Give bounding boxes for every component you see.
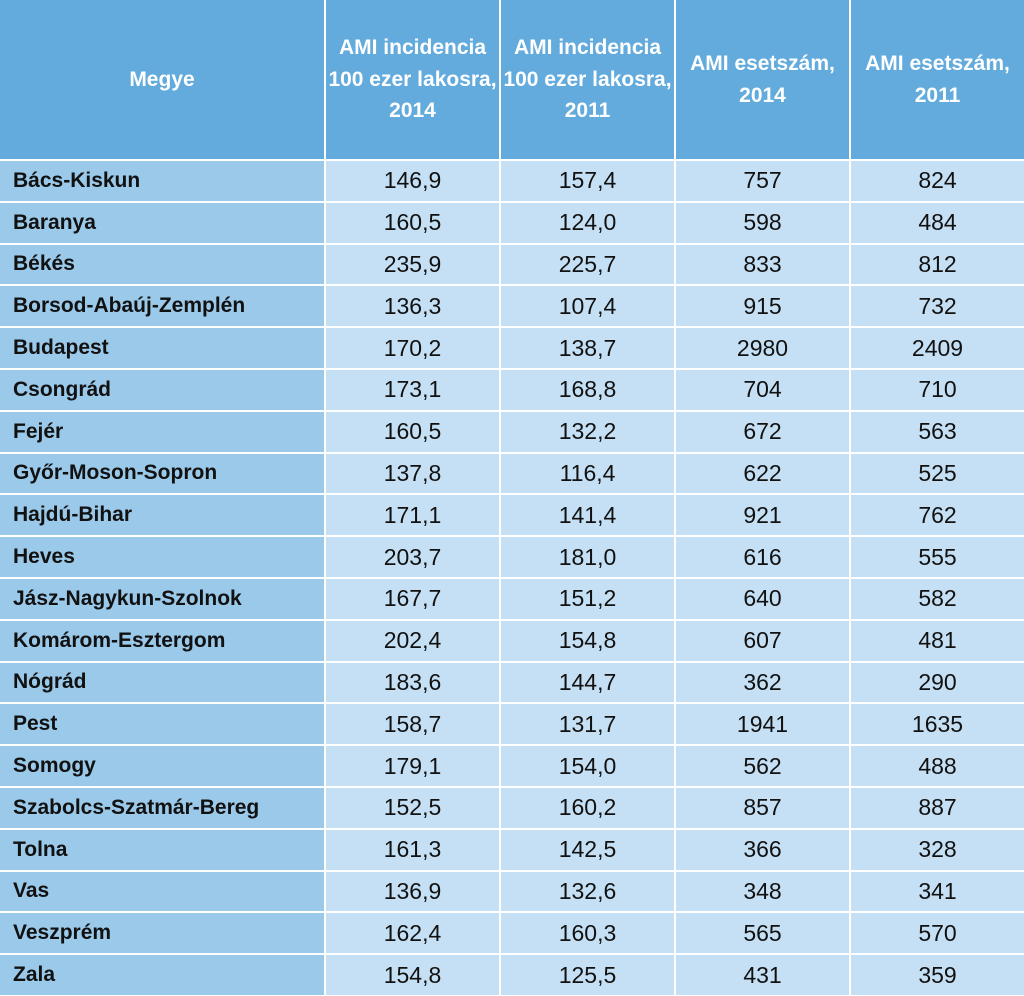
cases-2011-cell: 887 [850, 787, 1024, 829]
cases-2011-cell: 341 [850, 871, 1024, 913]
incidence-2014-cell: 202,4 [325, 620, 500, 662]
incidence-2014-cell: 167,7 [325, 578, 500, 620]
incidence-2014-cell: 160,5 [325, 202, 500, 244]
table-row [0, 244, 1024, 286]
cases-2014-cell: 362 [675, 662, 850, 704]
county-name-cell: Somogy [0, 745, 325, 787]
incidence-2011-cell: 144,7 [500, 662, 675, 704]
table-row [0, 703, 1024, 745]
header-cases-2014: AMI esetszám, 2014 [675, 0, 850, 160]
table-row [0, 453, 1024, 495]
cases-2011-cell: 328 [850, 829, 1024, 871]
county-name-cell: Fejér [0, 411, 325, 453]
incidence-2014-cell: 171,1 [325, 494, 500, 536]
cases-2011-cell: 290 [850, 662, 1024, 704]
incidence-2014-cell: 162,4 [325, 912, 500, 954]
table-row [0, 662, 1024, 704]
county-name-cell: Baranya [0, 202, 325, 244]
cases-2011-cell: 359 [850, 954, 1024, 995]
cases-2011-cell: 481 [850, 620, 1024, 662]
incidence-2011-cell: 160,3 [500, 912, 675, 954]
incidence-2011-cell: 125,5 [500, 954, 675, 995]
table-row [0, 829, 1024, 871]
table-row [0, 787, 1024, 829]
incidence-2011-cell: 124,0 [500, 202, 675, 244]
incidence-2014-cell: 160,5 [325, 411, 500, 453]
incidence-2011-cell: 116,4 [500, 453, 675, 495]
incidence-2014-cell: 179,1 [325, 745, 500, 787]
cases-2011-cell: 732 [850, 285, 1024, 327]
cases-2014-cell: 616 [675, 536, 850, 578]
table-row [0, 578, 1024, 620]
header-row [0, 0, 1024, 160]
cases-2014-cell: 622 [675, 453, 850, 495]
incidence-2014-cell: 170,2 [325, 327, 500, 369]
incidence-2014-cell: 152,5 [325, 787, 500, 829]
incidence-2011-cell: 132,2 [500, 411, 675, 453]
incidence-2014-cell: 137,8 [325, 453, 500, 495]
incidence-2011-cell: 132,6 [500, 871, 675, 913]
table-body [0, 160, 1024, 995]
county-name-cell: Hajdú-Bihar [0, 494, 325, 536]
incidence-2014-cell: 154,8 [325, 954, 500, 995]
table-row [0, 536, 1024, 578]
county-name-cell: Heves [0, 536, 325, 578]
cases-2011-cell: 824 [850, 160, 1024, 202]
incidence-2011-cell: 131,7 [500, 703, 675, 745]
table-row [0, 327, 1024, 369]
county-name-cell: Zala [0, 954, 325, 995]
county-name-cell: Komárom-Esztergom [0, 620, 325, 662]
cases-2014-cell: 833 [675, 244, 850, 286]
header-county: Megye [0, 0, 325, 160]
cases-2014-cell: 640 [675, 578, 850, 620]
county-name-cell: Békés [0, 244, 325, 286]
table-row [0, 285, 1024, 327]
incidence-2011-cell: 157,4 [500, 160, 675, 202]
county-name-cell: Budapest [0, 327, 325, 369]
incidence-2011-cell: 168,8 [500, 369, 675, 411]
table-row [0, 745, 1024, 787]
table-row [0, 871, 1024, 913]
cases-2014-cell: 757 [675, 160, 850, 202]
county-name-cell: Jász-Nagykun-Szolnok [0, 578, 325, 620]
incidence-2014-cell: 173,1 [325, 369, 500, 411]
county-name-cell: Csongrád [0, 369, 325, 411]
table-row [0, 912, 1024, 954]
cases-2014-cell: 565 [675, 912, 850, 954]
cases-2011-cell: 555 [850, 536, 1024, 578]
county-name-cell: Vas [0, 871, 325, 913]
table-row [0, 494, 1024, 536]
cases-2011-cell: 1635 [850, 703, 1024, 745]
incidence-2011-cell: 181,0 [500, 536, 675, 578]
cases-2014-cell: 607 [675, 620, 850, 662]
cases-2014-cell: 704 [675, 369, 850, 411]
county-name-cell: Veszprém [0, 912, 325, 954]
table-row [0, 160, 1024, 202]
table-row [0, 369, 1024, 411]
cases-2014-cell: 562 [675, 745, 850, 787]
cases-2011-cell: 570 [850, 912, 1024, 954]
incidence-2014-cell: 146,9 [325, 160, 500, 202]
table-row [0, 202, 1024, 244]
incidence-2011-cell: 151,2 [500, 578, 675, 620]
county-name-cell: Bács-Kiskun [0, 160, 325, 202]
cases-2014-cell: 857 [675, 787, 850, 829]
table-row [0, 620, 1024, 662]
cases-2014-cell: 672 [675, 411, 850, 453]
incidence-2011-cell: 154,8 [500, 620, 675, 662]
cases-2011-cell: 525 [850, 453, 1024, 495]
cases-2014-cell: 1941 [675, 703, 850, 745]
cases-2014-cell: 348 [675, 871, 850, 913]
cases-2011-cell: 582 [850, 578, 1024, 620]
cases-2011-cell: 710 [850, 369, 1024, 411]
incidence-2014-cell: 136,3 [325, 285, 500, 327]
cases-2011-cell: 812 [850, 244, 1024, 286]
incidence-2014-cell: 235,9 [325, 244, 500, 286]
cases-2011-cell: 2409 [850, 327, 1024, 369]
incidence-2014-cell: 136,9 [325, 871, 500, 913]
cases-2014-cell: 366 [675, 829, 850, 871]
county-name-cell: Győr-Moson-Sopron [0, 453, 325, 495]
county-name-cell: Borsod-Abaúj-Zemplén [0, 285, 325, 327]
incidence-2011-cell: 107,4 [500, 285, 675, 327]
incidence-2011-cell: 142,5 [500, 829, 675, 871]
county-name-cell: Szabolcs-Szatmár-Bereg [0, 787, 325, 829]
cases-2014-cell: 431 [675, 954, 850, 995]
table-row [0, 954, 1024, 995]
county-name-cell: Tolna [0, 829, 325, 871]
incidence-2011-cell: 160,2 [500, 787, 675, 829]
header-incidence-2011: AMI incidencia 100 ezer lakosra, 2011 [500, 0, 675, 160]
cases-2014-cell: 921 [675, 494, 850, 536]
cases-2011-cell: 488 [850, 745, 1024, 787]
incidence-2014-cell: 161,3 [325, 829, 500, 871]
cases-2011-cell: 762 [850, 494, 1024, 536]
table-row [0, 411, 1024, 453]
incidence-2011-cell: 141,4 [500, 494, 675, 536]
incidence-2014-cell: 158,7 [325, 703, 500, 745]
header-cases-2011: AMI esetszám, 2011 [850, 0, 1024, 160]
incidence-2011-cell: 154,0 [500, 745, 675, 787]
incidence-2011-cell: 138,7 [500, 327, 675, 369]
table-header [0, 0, 1024, 160]
incidence-2011-cell: 225,7 [500, 244, 675, 286]
cases-2014-cell: 915 [675, 285, 850, 327]
cases-2014-cell: 2980 [675, 327, 850, 369]
cases-2011-cell: 484 [850, 202, 1024, 244]
incidence-2014-cell: 183,6 [325, 662, 500, 704]
cases-2014-cell: 598 [675, 202, 850, 244]
county-name-cell: Nógrád [0, 662, 325, 704]
header-incidence-2014: AMI incidencia 100 ezer lakosra, 2014 [325, 0, 500, 160]
county-name-cell: Pest [0, 703, 325, 745]
incidence-2014-cell: 203,7 [325, 536, 500, 578]
cases-2011-cell: 563 [850, 411, 1024, 453]
